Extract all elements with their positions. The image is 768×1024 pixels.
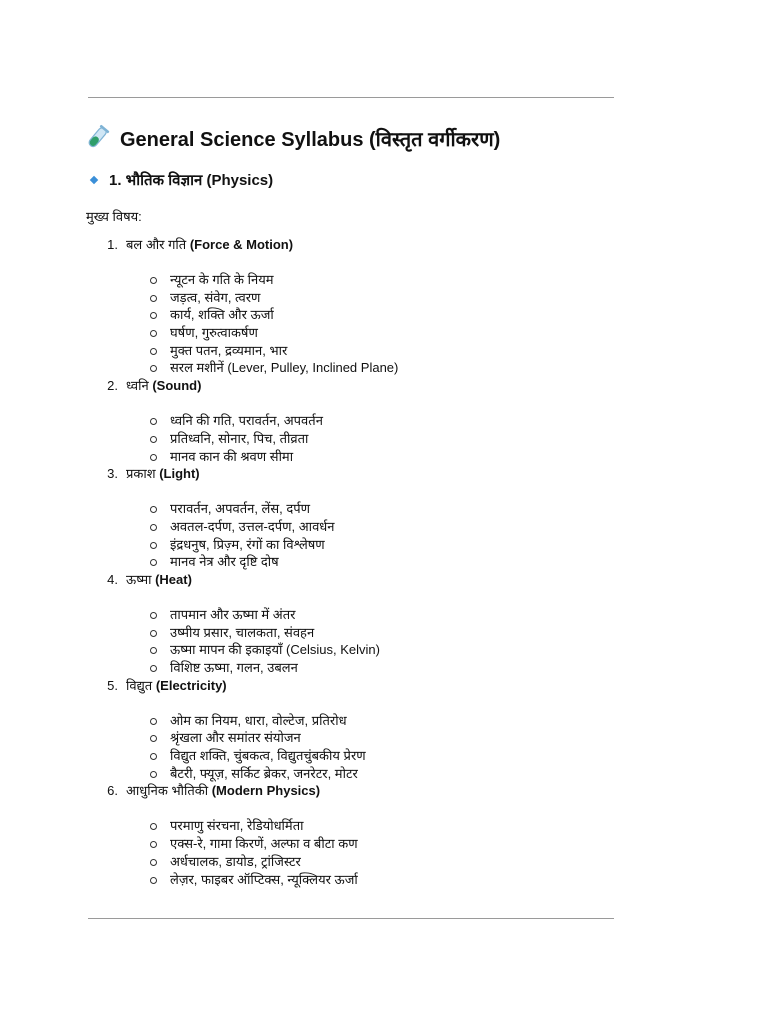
subtopic-list — [88, 712, 648, 783]
topic-item — [88, 377, 648, 465]
topic-list — [88, 236, 648, 888]
bottom-divider — [88, 918, 614, 919]
subtopic-list — [88, 271, 648, 377]
subheading: मुख्य विषय: — [86, 209, 142, 224]
top-divider — [88, 97, 614, 98]
topic-label-english: (Sound) — [152, 378, 202, 394]
topic-label-hindi: ऊष्मा — [126, 571, 152, 587]
topic-label-english: (Modern Physics) — [211, 783, 321, 799]
subtopic-item: तापमान और ऊष्मा में अंतर — [150, 606, 648, 624]
subtopic-item: बैटरी, फ्यूज़, सर्किट ब्रेकर, जनरेटर, मोटर — [150, 765, 648, 783]
topic-label-hindi: बल और गति — [126, 237, 187, 252]
subtopic-item: न्यूटन के गति के नियम — [150, 271, 648, 289]
topic-label-hindi: प्रकाश — [126, 466, 156, 482]
topic-label-english: (Electricity) — [155, 677, 227, 693]
subtopic-item: सरल मशीनें (Lever, Pulley, Inclined Plane) — [150, 359, 648, 377]
topic-number: 4. — [107, 571, 118, 587]
test-tube-icon — [84, 124, 110, 152]
topic-item — [88, 236, 648, 377]
title-text: General Science Syllabus (विस्तृत वर्गीकरण) — [120, 128, 501, 151]
topic-number: 6. — [107, 783, 118, 799]
topic-label-english: (Light) — [159, 466, 200, 482]
subtopic-list — [88, 500, 648, 571]
subtopic-item: ऊष्मा मापन की इकाइयाँ (Celsius, Kelvin) — [150, 641, 648, 659]
topic-number: 2. — [107, 378, 118, 394]
subtopic-item: विशिष्ट ऊष्मा, गलन, उबलन — [150, 659, 648, 677]
subtopic-item: प्रतिध्वनि, सोनार, पिच, तीव्रता — [150, 430, 648, 448]
subtopic-item: अवतल-दर्पण, उत्तल-दर्पण, आवर्धन — [150, 518, 648, 536]
subtopic-item: मानव कान की श्रवण सीमा — [150, 448, 648, 466]
subtopic-item: उष्मीय प्रसार, चालकता, संवहन — [150, 624, 648, 642]
subtopic-item: मानव नेत्र और दृष्टि दोष — [150, 553, 648, 571]
subtopic-list — [88, 817, 648, 888]
subtopic-item: मुक्त पतन, द्रव्यमान, भार — [150, 342, 648, 360]
subtopic-item: कार्य, शक्ति और ऊर्जा — [150, 306, 648, 324]
subtopic-item: श्रृंखला और समांतर संयोजन — [150, 729, 648, 747]
page-title — [84, 124, 704, 152]
topic-label-hindi: ध्वनि — [126, 378, 149, 394]
topic-label — [126, 783, 320, 798]
topic-label — [126, 378, 201, 393]
topic-label-english: (Heat) — [155, 571, 192, 587]
subtopic-list — [88, 606, 648, 677]
subtopic-list — [88, 412, 648, 465]
subtopic-item: विद्युत शक्ति, चुंबकत्व, विद्युतचुंबकीय प्रेरण — [150, 747, 648, 765]
topic-label — [126, 678, 227, 693]
topic-label — [126, 572, 192, 587]
topic-label-english: (Force & Motion) — [189, 237, 294, 252]
subtopic-item: ध्वनि की गति, परावर्तन, अपवर्तन — [150, 412, 648, 430]
section-heading-text: 1. भौतिक विज्ञान (Physics) — [109, 172, 274, 189]
subtopic-item: परमाणु संरचना, रेडियोधर्मिता — [150, 817, 648, 835]
topic-number: 3. — [107, 466, 118, 482]
section-heading — [90, 170, 273, 190]
topic-label — [126, 466, 200, 481]
subtopic-item: इंद्रधनुष, प्रिज़्म, रंगों का विश्लेषण — [150, 536, 648, 554]
topic-item — [88, 782, 648, 888]
topic-number: 5. — [107, 677, 118, 693]
topic-item — [88, 465, 648, 571]
topic-item — [88, 571, 648, 677]
topic-number: 1. — [107, 237, 118, 252]
topic-item — [88, 677, 648, 783]
topic-label-hindi: आधुनिक भौतिकी — [126, 783, 209, 799]
subtopic-item: ओम का नियम, धारा, वोल्टेज, प्रतिरोध — [150, 712, 648, 730]
subtopic-item: लेज़र, फाइबर ऑप्टिक्स, न्यूक्लियर ऊर्जा — [150, 871, 648, 889]
subtopic-item: अर्धचालक, डायोड, ट्रांजिस्टर — [150, 853, 648, 871]
subtopic-item: परावर्तन, अपवर्तन, लेंस, दर्पण — [150, 500, 648, 518]
subtopic-item: एक्स-रे, गामा किरणें, अल्फा व बीटा कण — [150, 835, 648, 853]
diamond-bullet-icon — [90, 176, 98, 184]
topic-label-hindi: विद्युत — [126, 677, 153, 693]
topic-label — [126, 237, 293, 252]
subtopic-item: जड़त्व, संवेग, त्वरण — [150, 289, 648, 307]
subtopic-item: घर्षण, गुरुत्वाकर्षण — [150, 324, 648, 342]
